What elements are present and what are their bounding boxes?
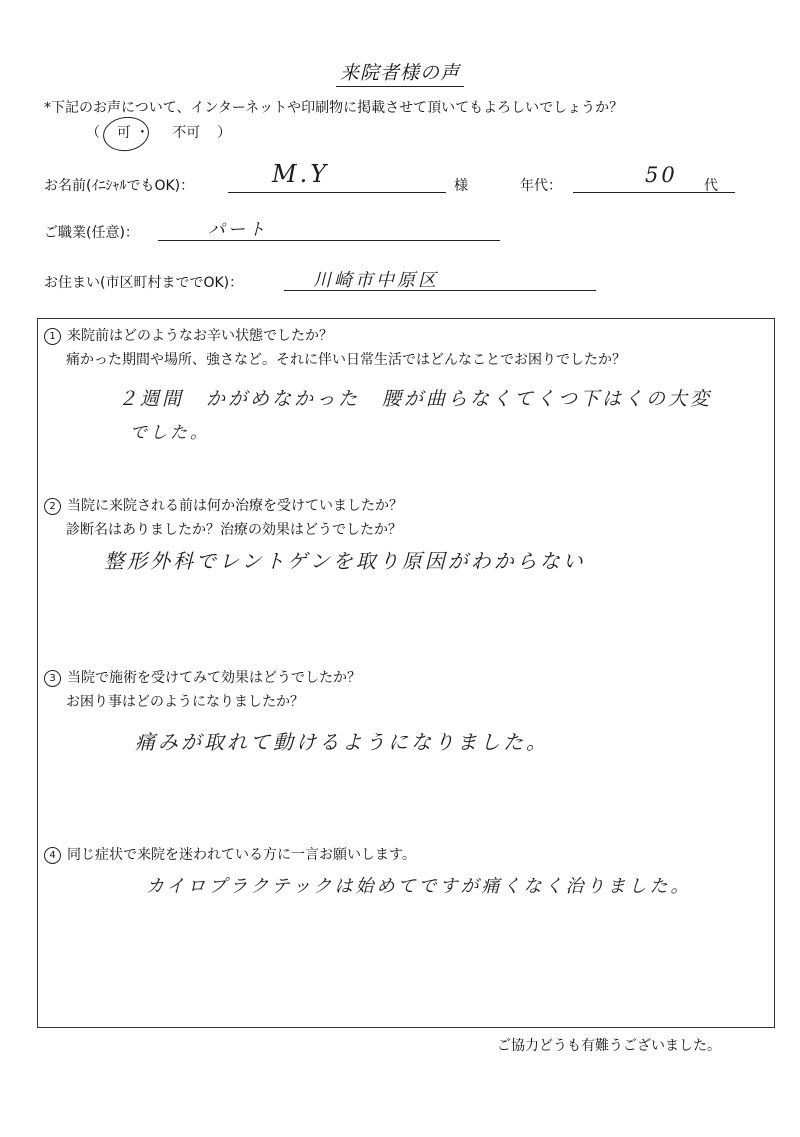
name-label: お名前(ｲﾆｼｬﾙでもOK)： xyxy=(44,178,195,194)
job-underline xyxy=(158,240,500,241)
question-2-number: 2 xyxy=(44,498,61,515)
consent-separator: ・ xyxy=(135,125,150,141)
question-1-text: 来院前はどのようなお辛い状態でしたか？ xyxy=(67,328,333,344)
footer-thanks: ご協力どうも有難うございました。 xyxy=(497,1038,721,1054)
answer-1-line2: でした。 xyxy=(130,423,210,443)
age-label: 年代： xyxy=(520,178,562,194)
question-2-line2: 診断名はありましたか？治療の効果はどうでしたか？ xyxy=(66,522,402,538)
question-1-line1 xyxy=(44,325,333,345)
name-underline xyxy=(228,192,446,193)
age-value: 50 xyxy=(645,163,678,187)
question-2-line1 xyxy=(44,495,403,515)
job-value: パート xyxy=(208,220,268,240)
answer-2-line1: 整形外科でレントゲンを取り原因がわからない xyxy=(104,549,586,573)
consent-question: *下記のお声について、インターネットや印刷物に掲載させて頂いてもよろしいでしょうか？ xyxy=(44,100,624,116)
question-1-number: 1 xyxy=(44,328,61,345)
job-label: ご職業(任意)： xyxy=(44,225,139,241)
question-4-text: 同じ症状で来院を迷われている方に一言お願いします。 xyxy=(67,847,416,863)
consent-open-paren: （ xyxy=(86,125,100,141)
page-title-text: 来院者様の声 xyxy=(336,62,464,87)
address-label: お住まい(市区町村まででOK)： xyxy=(44,275,244,291)
consent-close-paren: ） xyxy=(217,125,232,141)
consent-yes-circle xyxy=(101,114,151,154)
answer-3-line1: 痛みが取れて動けるようになりました。 xyxy=(135,730,549,754)
question-2-text: 当院に来院される前は何か治療を受けていましたか？ xyxy=(67,498,403,514)
question-3-line2: お困り事はどのようになりましたか？ xyxy=(66,694,304,710)
question-3-number: 3 xyxy=(44,670,61,687)
name-value: M.Y xyxy=(272,160,330,188)
address-value: 川崎市中原区 xyxy=(313,270,439,291)
age-suffix: 代 xyxy=(704,178,718,194)
consent-option-yes: 可 xyxy=(116,125,131,141)
question-3-text: 当院で施術を受けてみて効果はどうでしたか？ xyxy=(67,670,361,686)
question-3-line1 xyxy=(44,667,361,687)
question-4-number: 4 xyxy=(44,847,61,864)
consent-option-no: 不可 xyxy=(172,125,201,141)
name-suffix: 様 xyxy=(454,178,468,194)
answer-4-line1: カイロプラクテックは始めてですが痛くなく治りました。 xyxy=(146,876,692,897)
question-4-line1 xyxy=(44,844,416,864)
page-title xyxy=(0,58,800,85)
answer-1-line1: ２週間 かがめなかった 腰が曲らなくてくつ下はくの大変 xyxy=(118,388,713,410)
question-1-line2: 痛かった期間や場所、強さなど。それに伴い日常生活ではどんなことでお困りでしたか？ xyxy=(66,352,626,368)
